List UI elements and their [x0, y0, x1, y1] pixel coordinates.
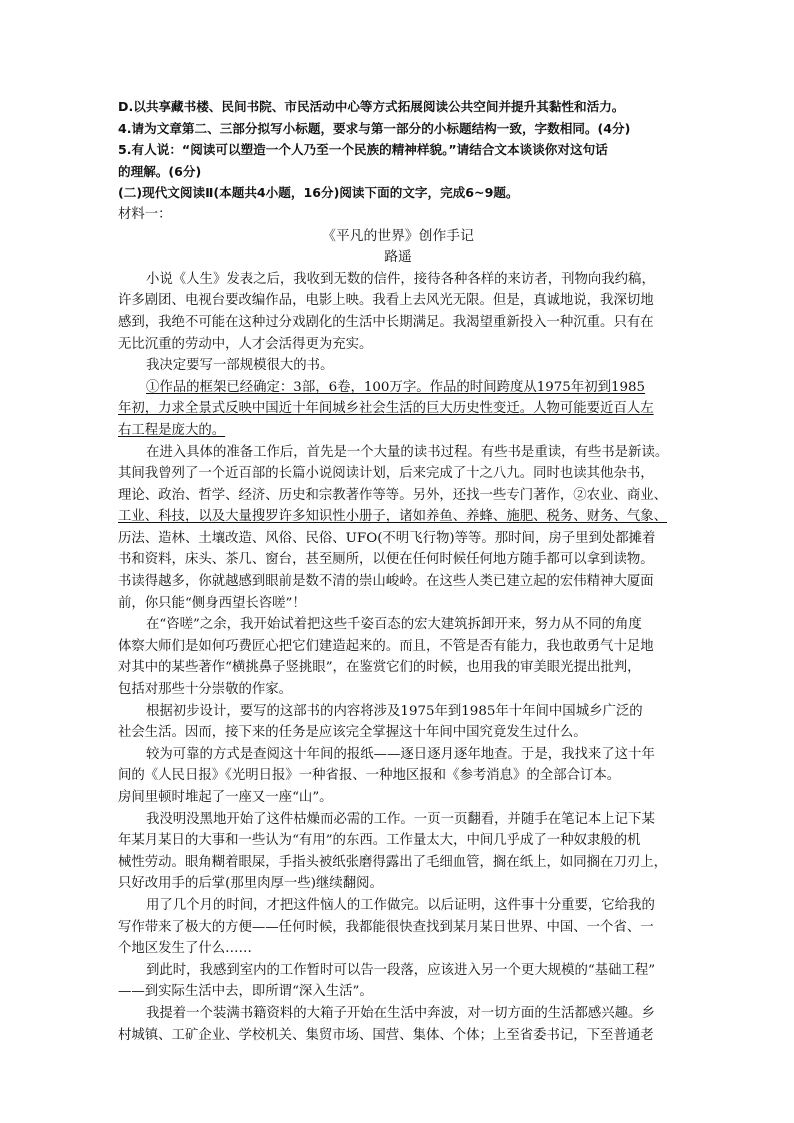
article-line: 感到，我绝不可能在这种过分戏剧化的生活中长期满足。我渴望重新投入一种沉重。只有在 [118, 314, 654, 330]
article-line: 年初，力求全景式反映中国近十年间城乡社会生活的巨大历史性变迁。人物可能要近百人左 [118, 401, 654, 417]
section-ii-heading: (二)现代文阅读Ⅱ(本题共4小题，16分)阅读下面的文字，完成6~9题。 [118, 185, 519, 201]
article-line: 社会生活。因而，接下来的任务是应该完全掌握这十年间中国究竟发生过什么。 [118, 725, 587, 741]
article-line: 许多剧团、电视台要改编作品，电影上映。我看上去风光无限。但是，真诚地说，我深切地 [118, 293, 654, 309]
article-line: 我提着一个装满书籍资料的大箱子开始在生活中奔波，对一切方面的生活都感兴趣。乡 [146, 1005, 655, 1021]
article-line: 书和资料，床头、茶几、窗台，甚至厕所，以便在任何时候任何地方随手都可以拿到读物。 [118, 552, 654, 568]
article-line: 历法、造林、土壤改造、风俗、民俗、UFO(不明飞行物)等等。那时间，房子里到处都摊着 [118, 530, 656, 546]
article-line: 我没明没黑地开始了这件枯燥而必需的工作。一页一页翻看，并随手在笔记本上记下某 [146, 811, 655, 827]
article-line: 对其中的某些著作“横挑鼻子竖挑眼”，在鉴赏它们的时候，也用我的审美眼光提出批判， [118, 660, 641, 676]
article-line: 包括对那些十分崇敬的作家。 [118, 682, 293, 698]
article-line: ——到实际生活中去，即所谓“深入生活”。 [118, 984, 373, 1000]
article-line: 无比沉重的劳动中，人才会活得更为充实。 [118, 336, 373, 352]
article-author: 路遥 [384, 249, 412, 266]
article-line: 间的《人民日报》《光明日报》一种省报、一种地区报和《参考消息》的全部合订本。 [118, 768, 621, 784]
article-line: 只好改用手的后掌(那里肉厚一些)继续翻阅。 [118, 876, 383, 892]
article-line: 其间我曾列了一个近百部的长篇小说阅读计划，后来完成了十之八九。同时也读其他杂书， [118, 466, 654, 482]
article-line: 械性劳动。眼角糊着眼屎，手指头被纸张磨得露出了毛细血管，搁在纸上，如同搁在刀刃上， [118, 854, 668, 870]
question-4: 4.请为文章第二、三部分拟写小标题，要求与第一部分的小标题结构一致，字数相同。(4分) [118, 120, 631, 136]
article-line: 理论、政治、哲学、经济、历史和宗教著作等等。另外，还找一些专门著作，②农业、商业、 [118, 487, 668, 503]
material-label: 材料一： [118, 206, 172, 222]
article-line: 用了几个月的时间，才把这件恼人的工作做完。以后证明，这件事十分重要，它给我的 [146, 897, 655, 913]
article-line: 在“咨嗟”之余，我开始试着把这些千姿百态的宏大建筑拆卸开来，努力从不同的角度 [146, 617, 642, 633]
article-line: 写作带来了极大的方便——任何时候，我都能很快查找到某月某日世界、中国、一个省、一 [118, 919, 654, 935]
article-line: 在进入具体的准备工作后，首先是一个大量的读书过程。有些书是重读，有些书是新读。 [146, 444, 669, 460]
article-line: 前，你只能“侧身西望长咨嗟”！ [118, 595, 306, 611]
article-line: 个地区发生了什么…… [118, 941, 252, 957]
article-body [118, 269, 678, 1046]
article-line: 小说《人生》发表之后，我收到无数的信件，接待各种各样的来访者，刊物向我约稿， [146, 271, 655, 287]
article-line: 村城镇、工矿企业、学校机关、集贸市场、国营、集体、个体；上至省委书记，下至普通老 [118, 1027, 654, 1043]
question-5-line-1: 5.有人说：“阅读可以塑造一个人乃至一个民族的精神样貌。”请结合文本谈谈你对这句话 [118, 142, 608, 158]
document-page [118, 96, 678, 1046]
article-line: 较为可靠的方式是查阅这十年间的报纸——逐日逐月逐年地查。于是，我找来了这十年 [146, 746, 655, 762]
article-line: 书读得越多，你就越感到眼前是数不清的崇山峻岭。在这些人类已建立起的宏伟精神大厦面 [118, 574, 654, 590]
question-option-d: D.以共享藏书楼、民间书院、市民活动中心等方式拓展阅读公共空间并提升其黏性和活力。 [118, 99, 625, 114]
article-title: 《平凡的世界》创作手记 [322, 227, 474, 244]
article-line: 根据初步设计，要写的这部书的内容将涉及1975年到1985年十年间中国城乡广泛的 [146, 703, 643, 719]
article-line: 体察大师们是如何巧费匠心把它们建造起来的。而且，不管是否有能力，我也敢勇气十足地 [118, 638, 654, 654]
question-5-line-2: 的理解。(6分) [118, 163, 202, 179]
article-line: 我决定要写一部规模很大的书。 [146, 358, 334, 374]
article-line: 到此时，我感到室内的工作暂时可以告一段落，应该进入另一个更大规模的“基础工程” [146, 962, 656, 978]
article-line: ①作品的框架已经确定：3部，6卷，100万字。作品的时间跨度从1975年初到1985 [146, 379, 646, 395]
article-line: 工业、科技，以及大量搜罗许多知识性小册子，诸如养鱼、养蜂、施肥、税务、财务、气象、 [118, 509, 668, 525]
article-line: 房间里顿时堆起了一座又一座“山”。 [118, 790, 333, 805]
article-line: 年某月某日的大事和一些认为“有用”的东西。工作量太大，中间几乎成了一种奴隶般的机 [118, 833, 641, 849]
article-line: 右工程是庞大的。 [118, 422, 226, 438]
